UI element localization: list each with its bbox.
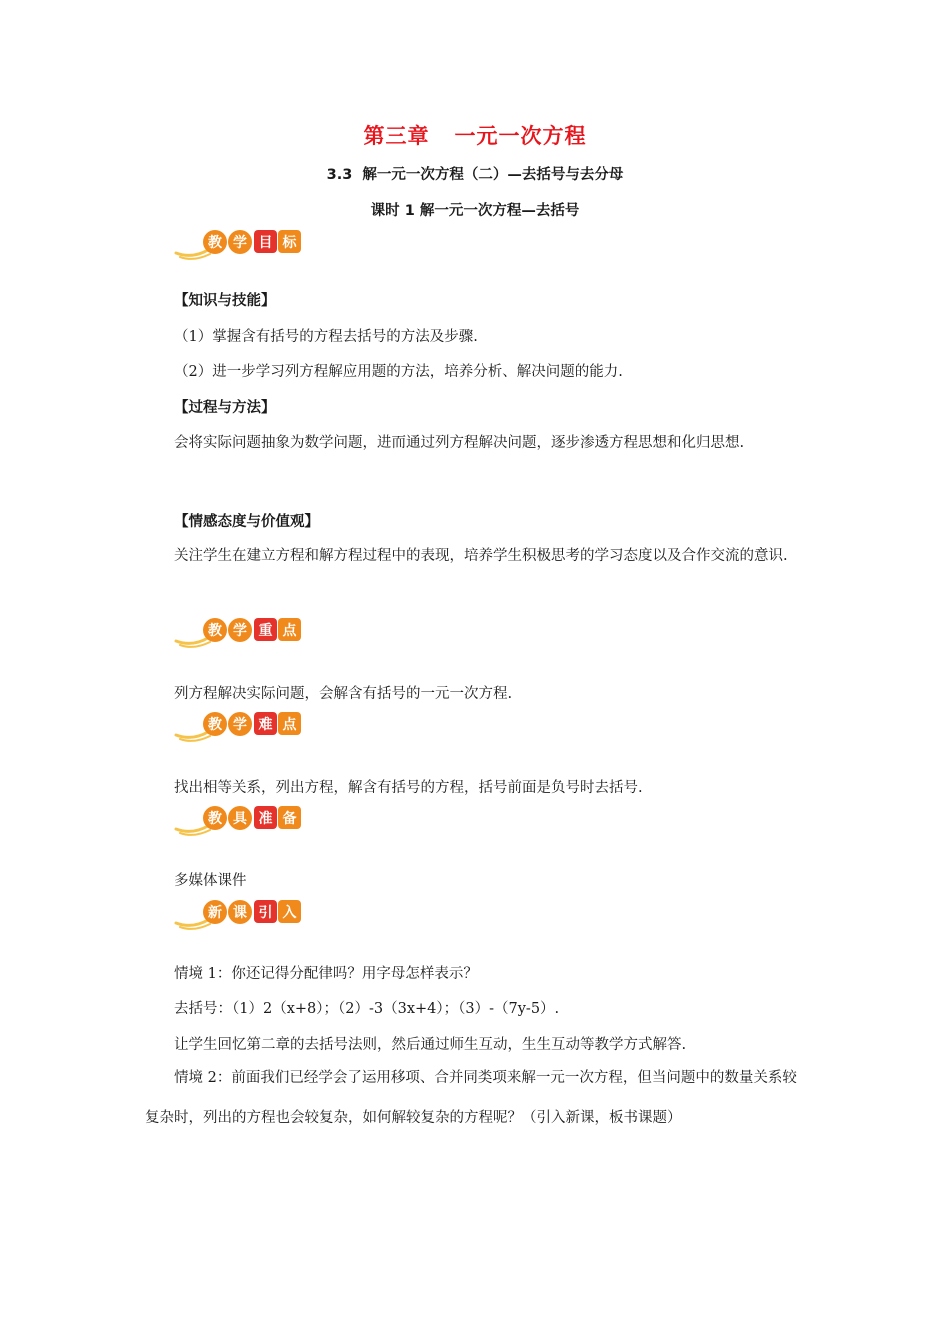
badge-char: 准	[258, 811, 273, 827]
remove-brackets-exercise: 去括号：（1）2（x+8）；（2）-3（3x+4）；（3）-（7y-5）.	[174, 1001, 560, 1017]
lesson-title: 课时 1 解一元一次方程—去括号	[370, 203, 580, 219]
knowledge-item-2: （2）进一步学习列方程解应用题的方法，培养分析、解决问题的能力.	[174, 364, 623, 380]
badge-char: 教	[208, 235, 222, 251]
difficulties-text: 找出相等关系，列出方程，解含有括号的方程，括号前面是负号时去括号.	[174, 780, 643, 796]
materials-text: 多媒体课件	[174, 873, 247, 889]
badge-key-points	[174, 614, 304, 650]
scene-1-text: 情境 1：你还记得分配律吗？用字母怎样表示？	[174, 966, 478, 982]
badge-char: 重	[258, 623, 273, 639]
badge-teaching-objectives	[174, 226, 304, 262]
key-points-text: 列方程解决实际问题，会解含有括号的一元一次方程.	[174, 686, 513, 702]
emotion-heading: 【情感态度与价值观】	[174, 514, 319, 530]
badge-char: 入	[282, 905, 297, 921]
scene-2-paragraph: 情境 2：前面我们已经学会了运用移项、合并同类项来解一元一次方程，但当问题中的数量关系较复杂时，列出的方程也会较复杂，如何解较复杂的方程呢？（引入新课，板书课题）	[145, 1070, 797, 1126]
badge-char: 点	[282, 717, 297, 733]
chapter-title: 第三章 一元一次方程	[363, 124, 587, 148]
badge-materials	[174, 802, 304, 838]
badge-difficulties	[174, 708, 304, 744]
section-title: 3.3 解一元一次方程（二）—去括号与去分母	[326, 167, 624, 183]
badge-char: 课	[233, 905, 247, 921]
badge-new-lesson-intro	[174, 896, 304, 932]
knowledge-heading: 【知识与技能】	[174, 293, 276, 309]
badge-char: 难	[258, 717, 273, 733]
badge-char: 点	[282, 623, 297, 639]
badge-char: 教	[208, 811, 222, 827]
badge-char: 教	[208, 717, 222, 733]
process-heading: 【过程与方法】	[174, 400, 276, 416]
badge-char: 学	[233, 623, 247, 639]
badge-char: 新	[208, 905, 222, 921]
badge-char: 备	[282, 811, 297, 827]
badge-char: 学	[233, 717, 247, 733]
badge-char: 目	[258, 235, 273, 251]
badge-char: 具	[233, 811, 247, 827]
recall-text: 让学生回忆第二章的去括号法则，然后通过师生互动，生生互动等教学方式解答.	[174, 1037, 687, 1053]
badge-char: 标	[282, 235, 297, 251]
process-paragraph: 会将实际问题抽象为数学问题，进而通过列方程解决问题，逐步渗透方程思想和化归思想.	[174, 435, 745, 451]
knowledge-item-1: （1）掌握含有括号的方程去括号的方法及步骤.	[174, 329, 478, 345]
badge-char: 教	[208, 623, 222, 639]
badge-char: 学	[233, 235, 247, 251]
emotion-paragraph: 关注学生在建立方程和解方程过程中的表现，培养学生积极思考的学习态度以及合作交流的意识.	[174, 548, 788, 564]
badge-char: 引	[258, 905, 273, 921]
